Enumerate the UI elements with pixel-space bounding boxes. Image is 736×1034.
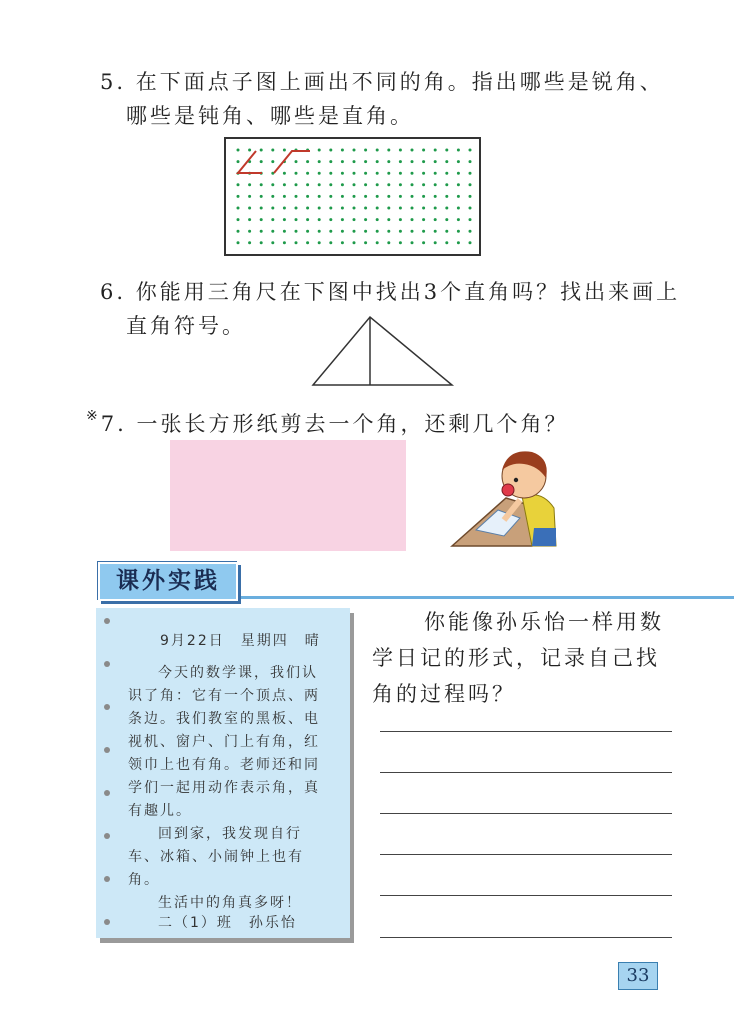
grid-dot	[469, 172, 472, 175]
grid-dot	[376, 149, 379, 152]
answer-line	[380, 895, 672, 896]
grid-dot	[283, 230, 286, 233]
grid-dot	[376, 230, 379, 233]
grid-dot	[364, 241, 367, 244]
grid-dot	[318, 183, 321, 186]
grid-dot	[411, 195, 414, 198]
grid-dot	[260, 195, 263, 198]
grid-dot	[376, 241, 379, 244]
grid-dot	[283, 172, 286, 175]
grid-dot	[260, 241, 263, 244]
grid-dot	[399, 160, 402, 163]
grid-dot	[457, 172, 460, 175]
grid-dot	[248, 230, 251, 233]
answer-line	[380, 813, 672, 814]
grid-dot	[237, 230, 240, 233]
grid-dot	[469, 207, 472, 210]
grid-dot	[271, 183, 274, 186]
grid-dot	[376, 207, 379, 210]
grid-dot	[353, 149, 356, 152]
grid-dot	[329, 218, 332, 221]
grid-dot	[399, 149, 402, 152]
grid-dot	[445, 241, 448, 244]
grid-dot	[260, 207, 263, 210]
grid-dot	[248, 195, 251, 198]
diary-line: 生活中的角真多呀！	[158, 895, 302, 911]
grid-dot	[399, 183, 402, 186]
grid-dot	[457, 218, 460, 221]
grid-dot	[411, 230, 414, 233]
q7-marker: ※	[86, 408, 101, 424]
grid-dot	[422, 183, 425, 186]
grid-dot	[399, 241, 402, 244]
grid-dot	[248, 241, 251, 244]
q5-line2: 哪些是钝角、哪些是直角。	[126, 104, 414, 128]
grid-dot	[248, 218, 251, 221]
grid-dot	[445, 183, 448, 186]
grid-dot	[422, 230, 425, 233]
grid-dot	[364, 149, 367, 152]
q5-line1: 5. 在下面点子图上画出不同的角。指出哪些是锐角、	[100, 70, 664, 94]
grid-dot	[434, 149, 437, 152]
boy-cutting-paper-illustration	[446, 444, 560, 550]
diary-line: 识了角：它有一个顶点、两	[128, 688, 320, 704]
diary-line: 角。	[128, 872, 160, 888]
grid-dot	[387, 207, 390, 210]
grid-dot	[422, 195, 425, 198]
grid-dot	[422, 241, 425, 244]
grid-dot	[353, 241, 356, 244]
pink-rectangle	[170, 440, 406, 551]
grid-dot	[469, 230, 472, 233]
grid-dot	[445, 172, 448, 175]
grid-dot	[457, 241, 460, 244]
grid-dot	[399, 207, 402, 210]
grid-dot	[353, 207, 356, 210]
grid-dot	[271, 195, 274, 198]
grid-dot	[341, 241, 344, 244]
grid-dot	[387, 218, 390, 221]
grid-dot	[457, 160, 460, 163]
diary-card	[96, 608, 350, 938]
grid-dot	[260, 230, 263, 233]
grid-dot	[411, 172, 414, 175]
diary-line: 领巾上也有角。老师还和同	[128, 757, 320, 773]
prompt-line2: 学日记的形式，记录自己找	[372, 646, 660, 670]
grid-dot	[318, 149, 321, 152]
grid-dot	[283, 195, 286, 198]
diary-signature: 二（1）班 孙乐怡	[158, 915, 297, 931]
binder-hole	[104, 747, 110, 753]
grid-dot	[329, 160, 332, 163]
answer-line	[380, 937, 672, 938]
diary-line: 有趣儿。	[128, 803, 192, 819]
grid-dot	[237, 241, 240, 244]
grid-dot	[469, 241, 472, 244]
grid-dot	[353, 218, 356, 221]
grid-dot	[411, 160, 414, 163]
grid-dot	[341, 172, 344, 175]
binder-hole	[104, 833, 110, 839]
grid-dot	[434, 230, 437, 233]
grid-dot	[237, 218, 240, 221]
grid-dot	[306, 218, 309, 221]
grid-dot	[399, 218, 402, 221]
grid-dot	[306, 230, 309, 233]
grid-dot	[318, 218, 321, 221]
grid-dot	[353, 160, 356, 163]
binder-hole	[104, 704, 110, 710]
grid-dot	[260, 160, 263, 163]
grid-dot	[306, 183, 309, 186]
grid-dot	[376, 160, 379, 163]
grid-dot	[237, 149, 240, 152]
diary-line: 视机、窗户、门上有角，红	[128, 734, 320, 750]
grid-dot	[260, 149, 263, 152]
grid-dot	[260, 218, 263, 221]
grid-dot	[411, 183, 414, 186]
grid-dot	[422, 160, 425, 163]
grid-dot	[387, 160, 390, 163]
grid-dot	[329, 183, 332, 186]
grid-dot	[329, 230, 332, 233]
grid-dot	[434, 218, 437, 221]
prompt-line3: 角的过程吗？	[372, 682, 516, 706]
grid-dot	[364, 207, 367, 210]
grid-dot	[387, 241, 390, 244]
q6-line1: 6. 你能用三角尺在下图中找出3个直角吗？找出来画上	[100, 280, 681, 304]
grid-dot	[376, 172, 379, 175]
q7-text: 7. 一张长方形纸剪去一个角，还剩几个角？	[100, 412, 569, 436]
binder-hole	[104, 876, 110, 882]
grid-dot	[271, 230, 274, 233]
grid-dot	[306, 172, 309, 175]
grid-dot	[248, 183, 251, 186]
grid-dot	[434, 241, 437, 244]
grid-dot	[271, 218, 274, 221]
binder-hole	[104, 790, 110, 796]
grid-dot	[469, 149, 472, 152]
grid-dot	[318, 207, 321, 210]
grid-dot	[457, 230, 460, 233]
grid-dot	[445, 218, 448, 221]
grid-dot	[434, 195, 437, 198]
grid-dot	[387, 230, 390, 233]
diary-date: 9月22日 星期四 晴	[160, 633, 321, 649]
binder-hole	[104, 661, 110, 667]
grid-dot	[306, 241, 309, 244]
grid-dot	[295, 218, 298, 221]
grid-dot	[329, 172, 332, 175]
grid-dot	[248, 207, 251, 210]
grid-dot	[329, 241, 332, 244]
grid-dot	[341, 160, 344, 163]
grid-dot	[411, 207, 414, 210]
answer-line	[380, 731, 672, 732]
grid-dot	[341, 230, 344, 233]
grid-dot	[341, 207, 344, 210]
grid-dot	[422, 207, 425, 210]
grid-dot	[422, 149, 425, 152]
grid-dot	[295, 207, 298, 210]
prompt-line1: 你能像孙乐怡一样用数	[424, 610, 664, 634]
q6-line2: 直角符号。	[126, 314, 246, 338]
answer-line	[380, 854, 672, 855]
grid-dot	[295, 183, 298, 186]
diary-line: 车、冰箱、小闹钟上也有	[128, 849, 304, 865]
grid-dot	[445, 149, 448, 152]
grid-dot	[271, 149, 274, 152]
grid-dot	[376, 218, 379, 221]
grid-dot	[237, 195, 240, 198]
grid-dot	[364, 195, 367, 198]
triangle-figure	[310, 315, 456, 389]
grid-dot	[329, 149, 332, 152]
grid-dot	[318, 241, 321, 244]
grid-dot	[306, 195, 309, 198]
grid-dot	[353, 183, 356, 186]
grid-dot	[237, 160, 240, 163]
grid-dot	[445, 207, 448, 210]
grid-dot	[469, 160, 472, 163]
grid-dot	[306, 160, 309, 163]
grid-dot	[271, 160, 274, 163]
dot-grid-svg	[226, 139, 479, 254]
practice-section-header: 课外实践	[98, 562, 238, 601]
grid-dot	[411, 241, 414, 244]
grid-dot	[237, 207, 240, 210]
grid-dot	[318, 160, 321, 163]
grid-dot	[457, 207, 460, 210]
grid-dot	[469, 195, 472, 198]
answer-line	[380, 772, 672, 773]
grid-dot	[399, 195, 402, 198]
grid-dot	[364, 172, 367, 175]
grid-dot	[283, 149, 286, 152]
grid-dot	[457, 149, 460, 152]
grid-dot	[422, 218, 425, 221]
grid-dot	[411, 149, 414, 152]
grid-dot	[341, 218, 344, 221]
grid-dot	[295, 195, 298, 198]
grid-dot	[306, 207, 309, 210]
grid-dot	[248, 149, 251, 152]
grid-dot	[341, 183, 344, 186]
grid-dot	[387, 172, 390, 175]
grid-dot	[318, 195, 321, 198]
grid-dot	[318, 230, 321, 233]
grid-dot	[237, 183, 240, 186]
grid-dot	[271, 241, 274, 244]
diary-line: 回到家，我发现自行	[158, 826, 302, 842]
binder-hole	[104, 919, 110, 925]
grid-dot	[295, 172, 298, 175]
q7-line	[86, 408, 568, 438]
grid-dot	[295, 230, 298, 233]
grid-dot	[329, 207, 332, 210]
grid-dot	[364, 218, 367, 221]
grid-dot	[364, 230, 367, 233]
grid-dot	[469, 218, 472, 221]
grid-dot	[399, 230, 402, 233]
grid-dot	[387, 195, 390, 198]
grid-dot	[353, 172, 356, 175]
grid-dot	[376, 183, 379, 186]
grid-dot	[376, 195, 379, 198]
grid-dot	[399, 172, 402, 175]
grid-dot	[434, 183, 437, 186]
grid-dot	[283, 241, 286, 244]
grid-dot	[329, 195, 332, 198]
grid-dot	[295, 241, 298, 244]
diary-line: 今天的数学课，我们认	[158, 665, 318, 681]
grid-dot	[445, 160, 448, 163]
page-number: 33	[618, 962, 658, 990]
dot-grid-figure	[224, 137, 481, 256]
grid-dot	[295, 160, 298, 163]
grid-dot	[318, 172, 321, 175]
grid-dot	[283, 183, 286, 186]
grid-dot	[341, 195, 344, 198]
grid-dot	[434, 172, 437, 175]
grid-dot	[353, 230, 356, 233]
grid-dot	[353, 195, 356, 198]
grid-dot	[434, 207, 437, 210]
grid-dot	[364, 183, 367, 186]
binder-hole	[104, 618, 110, 624]
grid-dot	[434, 160, 437, 163]
diary-line: 学们一起用动作表示角，真	[128, 780, 320, 796]
grid-dot	[387, 183, 390, 186]
grid-dot	[283, 218, 286, 221]
diary-line: 条边。我们教室的黑板、电	[128, 711, 320, 727]
grid-dot	[364, 160, 367, 163]
grid-dot	[469, 183, 472, 186]
grid-dot	[260, 183, 263, 186]
grid-dot	[271, 207, 274, 210]
grid-dot	[283, 207, 286, 210]
grid-dot	[341, 149, 344, 152]
grid-dot	[445, 230, 448, 233]
grid-dot	[387, 149, 390, 152]
grid-dot	[457, 183, 460, 186]
obtuse-angle-example	[274, 151, 310, 173]
grid-dot	[445, 195, 448, 198]
grid-dot	[457, 195, 460, 198]
grid-dot	[411, 218, 414, 221]
grid-dot	[422, 172, 425, 175]
